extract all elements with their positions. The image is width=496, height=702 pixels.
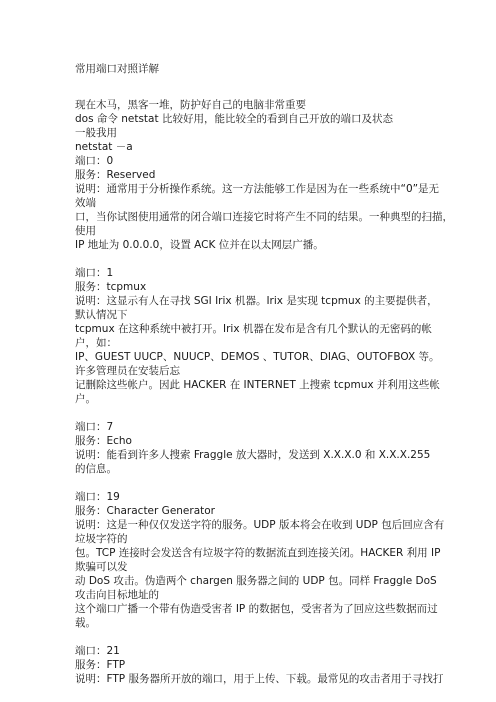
section-gap bbox=[75, 630, 430, 644]
port-description-line: IP 地址为 0.0.0.0，设置 ACK 位并在以太网层广播。 bbox=[75, 239, 324, 251]
port-description-line: 欺骗可以发 bbox=[75, 561, 128, 573]
document-title: 常用端口对照详解 bbox=[75, 63, 159, 75]
intro-line: netstat －a bbox=[75, 141, 133, 153]
port-number: 端口：19 bbox=[75, 491, 120, 503]
port-number: 端口：21 bbox=[75, 645, 120, 657]
intro-section bbox=[75, 98, 430, 154]
port-service: 服务：Character Generator bbox=[75, 505, 215, 517]
port-description-line: 垃圾字符的 bbox=[75, 533, 128, 545]
port-description-line: 说明：通常用于分析操作系统。这一方法能够工作是因为在一些系统中“0”是无 bbox=[75, 183, 440, 195]
port-service: 服务：Echo bbox=[75, 435, 132, 447]
port-description-line: 使用 bbox=[75, 225, 96, 237]
section-gap bbox=[75, 406, 430, 420]
port-description-line: 说明：FTP 服务器所开放的端口，用于上传、下载。最常见的攻击者用于寻找打 bbox=[75, 673, 444, 685]
port-description-line: 包。TCP 连接时会发送含有垃圾字符的数据流直到连接关闭。HACKER 利用 IP bbox=[75, 547, 441, 559]
port-description-line: 效端 bbox=[75, 197, 96, 209]
port-description-line: 户，如： bbox=[75, 337, 117, 349]
port-service: 服务：Reserved bbox=[75, 169, 156, 181]
port-description-line: 的信息。 bbox=[75, 463, 117, 475]
port-description-line: 许多管理员在安装后忘 bbox=[75, 365, 180, 377]
port-description-line: 动 DoS 攻击。伪造两个 chargen 服务器之间的 UDP 包。同样 Fraggle DoS bbox=[75, 575, 437, 587]
intro-line: 现在木马，黑客一堆，防护好自己的电脑非常重要 bbox=[75, 99, 306, 111]
port-description-line: 记删除这些帐户。因此 HACKER 在 INTERNET 上搜索 tcpmux 并利用这些帐 bbox=[75, 379, 440, 391]
section-gap bbox=[75, 252, 430, 266]
port-description-line: 这个端口广播一个带有伪造受害者 IP 的数据包，受害者为了回应这些数据而过 bbox=[75, 603, 438, 615]
port-description-line: 载。 bbox=[75, 617, 96, 629]
port-description-line: IP、GUEST UUCP、NUUCP、DEMOS 、TUTOR、DIAG、OUTOFBOX 等。 bbox=[75, 351, 440, 363]
port-number: 端口：0 bbox=[75, 155, 114, 167]
port-description-line: 户。 bbox=[75, 393, 96, 405]
port-description-line: tcpmux 在这种系统中被打开。Irix 机器在发布是含有几个默认的无密码的帐 bbox=[75, 323, 432, 335]
port-entry-0 bbox=[75, 154, 453, 252]
port-entry-21 bbox=[75, 644, 444, 686]
port-number: 端口：7 bbox=[75, 421, 114, 433]
document-body bbox=[75, 62, 453, 686]
section-gap bbox=[75, 476, 430, 490]
port-service: 服务：tcpmux bbox=[75, 281, 147, 293]
port-description-line: 说明：这显示有人在寻找 SGI Irix 机器。Irix 是实现 tcpmux 的主要提供者， bbox=[75, 295, 438, 307]
port-description-line: 说明：能看到许多人搜索 Fraggle 放大器时，发送到 X.X.X.0 和 X.X.X.255 bbox=[75, 449, 431, 461]
port-entry-7 bbox=[75, 420, 430, 476]
intro-line: dos 命令 netstat 比较好用，能比较全的看到自己开放的端口及状态 bbox=[75, 113, 393, 125]
intro-line: 一般我用 bbox=[75, 127, 117, 139]
port-description-line: 口，当你试图使用通常的闭合端口连接它时将产生不同的结果。一种典型的扫描， bbox=[75, 211, 453, 223]
port-service: 服务：FTP bbox=[75, 659, 126, 671]
port-number: 端口：1 bbox=[75, 267, 114, 279]
port-description-line: 默认情况下 bbox=[75, 309, 128, 321]
port-entry-19 bbox=[75, 490, 445, 630]
port-entry-1 bbox=[75, 266, 440, 406]
port-description-line: 攻击向目标地址的 bbox=[75, 589, 159, 601]
port-description-line: 说明：这是一种仅仅发送字符的服务。UDP 版本将会在收到 UDP 包后回应含有 bbox=[75, 519, 445, 531]
